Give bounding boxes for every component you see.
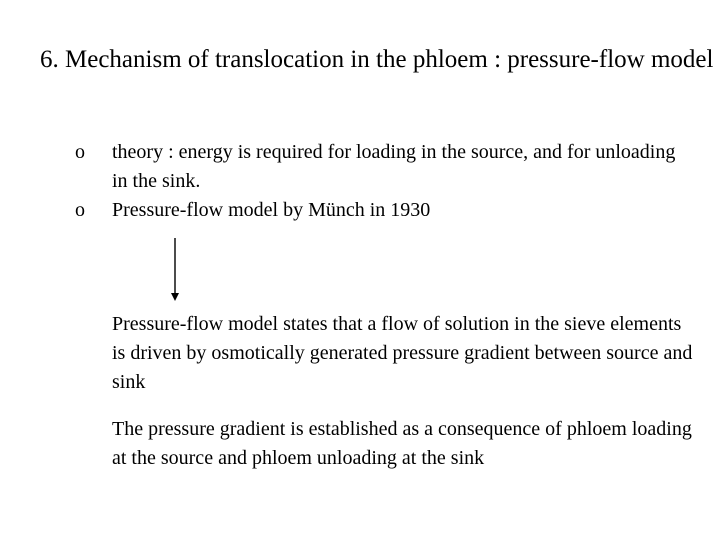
bullet-marker: o: [75, 141, 85, 163]
bullet-marker: o: [75, 199, 85, 221]
slide-heading: 6. Mechanism of translocation in the phloem : pressure-flow model: [40, 46, 714, 73]
bullet-text: theory : energy is required for loading in the source, and for unloading in the sink.: [112, 141, 676, 192]
bullet-list: [75, 138, 695, 225]
paragraph-pressure-gradient: The pressure gradient is established as a consequence of phloem loading at the source and phloem unloading at the sink: [112, 418, 692, 469]
arrow-down-icon: [168, 238, 182, 302]
bullet-text: Pressure-flow model by Münch in 1930: [112, 199, 431, 221]
bullet-item: [75, 138, 695, 196]
paragraph-pressure-flow-definition: Pressure-flow model states that a flow of solution in the sieve elements is driven by osmotically generated pressure gradient between source and sink: [112, 313, 693, 393]
bullet-item: [75, 196, 695, 225]
